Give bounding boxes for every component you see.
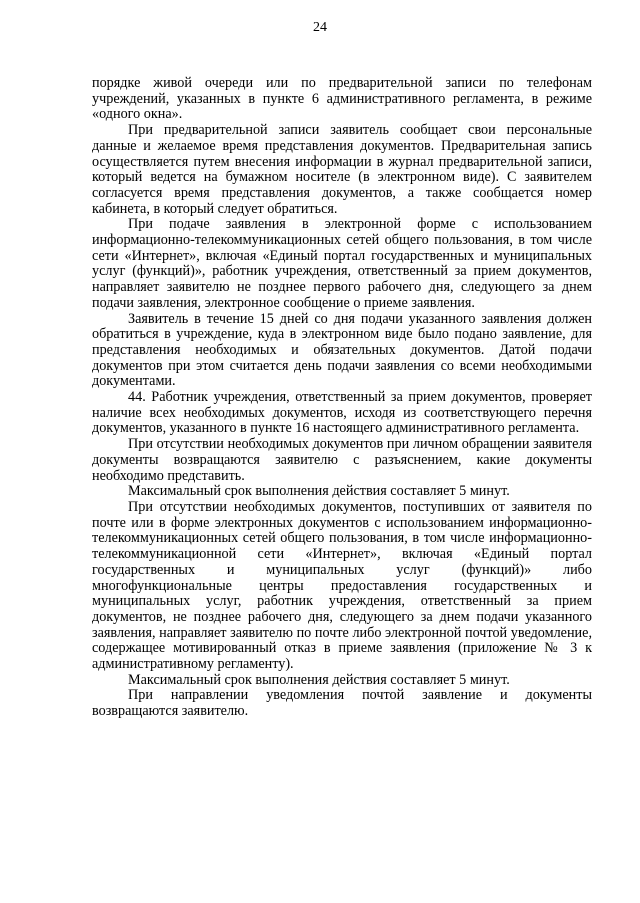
paragraph-3: При подаче заявления в электронной форме с использованием информационно-телекоммуникационных сетей общего пользования, в том числе сети «Интернет», включая «Единый портал государственных и муниципальных услуг (функций)», работник учреждения, ответственный за прием документов, направляет заявителю не позднее первого рабочего дня, следующего за днем подачи заявления, электронное сообщение о приеме заявления. — [92, 216, 592, 311]
paragraph-7: Максимальный срок выполнения действия составляет 5 минут. — [128, 483, 510, 500]
paragraph-9: Максимальный срок выполнения действия составляет 5 минут. — [128, 671, 510, 688]
document-body — [92, 76, 592, 720]
paragraph-5: 44. Работник учреждения, ответственный за прием документов, проверяет наличие всех необходимых документов, исходя из соответствующего перечня документов, указанного в пункте 16 настоящего административного регламента. — [92, 389, 592, 437]
paragraph-2: При предварительной записи заявитель сообщает свои персональные данные и желаемое время представления документов. Предварительная запись осуществляется путем внесения информации в журнал предварительной записи, который ведется на бумажном носителе (в электронном виде). С заявителем согласуется время представления документов, а также сообщается номер кабинета, в который следует обратиться. — [92, 122, 592, 217]
paragraph-1: порядке живой очереди или по предварительной записи по телефонам учреждений, указанных в пункте 6 административного регламента, в режиме «одного окна». — [92, 75, 592, 123]
paragraph-8: При отсутствии необходимых документов, поступивших от заявителя по почте или в форме электронных документов с использованием информационно-телекоммуникационных сетей общего пользования, в том числе информационно-телекоммуникационной сети «Интернет», включая «Единый портал государственных и муниципальных услуг (функций)» либо многофункциональные центры предоставления государственных и муниципальных услуг, работник учреждения, ответственный за прием документов, не позднее рабочего дня, следующего за днем подачи указанного заявления, направляет заявителю по почте либо электронной почтой уведомление, содержащее мотивированный отказ в приеме заявления (приложение № 3 к административному регламенту). — [92, 498, 592, 673]
page-number: 24 — [313, 20, 327, 35]
paragraph-4: Заявитель в течение 15 дней со дня подачи указанного заявления должен обратиться в учреждение, куда в электронном виде было подано заявление, для представления необходимых и обязательных документов. Датой подачи документов при этом считается день подачи заявления со всеми необходимыми документами. — [92, 310, 592, 390]
paragraph-10: При направлении уведомления почтой заявление и документы возвращаются заявителю. — [92, 687, 592, 720]
paragraph-6: При отсутствии необходимых документов при личном обращении заявителя документы возвращаются заявителю с разъяснением, какие документы необходимо представить. — [92, 436, 592, 484]
